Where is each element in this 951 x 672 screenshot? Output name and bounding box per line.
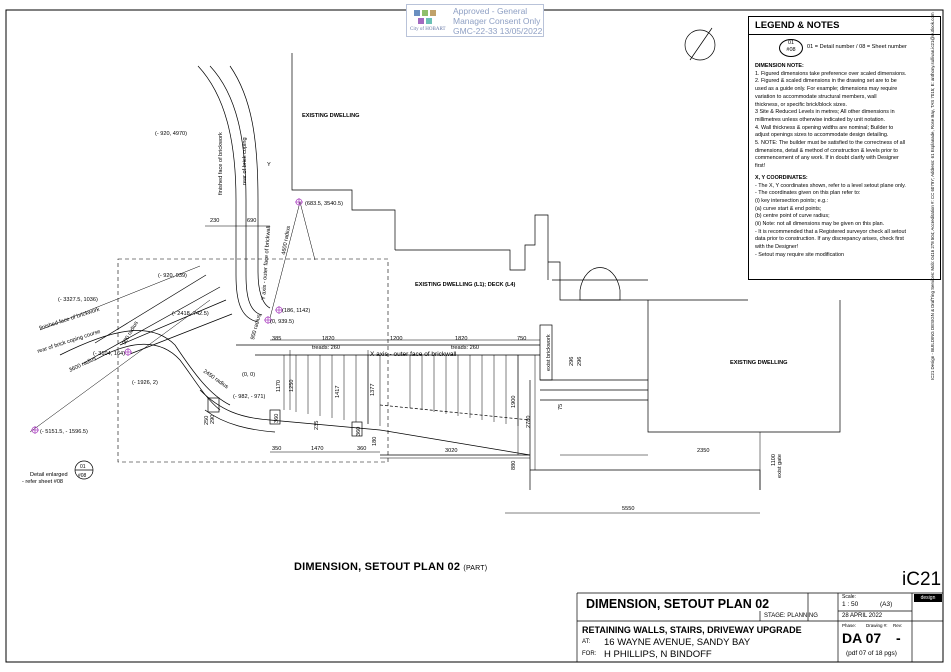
dimension: 180 (372, 436, 378, 446)
dimension: 690 (247, 218, 257, 224)
rear-coping-diag: rear of brick coping course (36, 328, 102, 355)
detail-callout-top: 01 (80, 464, 86, 470)
dimension: 880 (511, 460, 517, 470)
radius-label: 2450 radius (201, 368, 230, 391)
coord-label: (0, 0) (242, 372, 256, 378)
rear-coping-label: rear of brick coping (242, 137, 248, 185)
detail-key-circle: 01 #08 (779, 39, 803, 57)
detail-enlarged-label: - refer sheet #08 (22, 479, 64, 485)
detail-key-desc: 01 = Detail number / 08 = Sheet number (807, 44, 907, 50)
designer-logo: iC21 (902, 569, 942, 590)
existing-dwelling-outline (548, 262, 748, 300)
dimension: 1100 (771, 453, 777, 466)
dimension: 360 (357, 446, 367, 452)
coord-label: (186, 1142) (282, 308, 311, 314)
coord-label: (0, 939.5) (270, 319, 294, 325)
radius-label: 4600 radius (281, 225, 293, 256)
coord-label: (- 920, 4970) (155, 131, 188, 137)
y-axis-label: Y axis - outer face of brickwall (261, 225, 273, 301)
existing-dwelling-outline (580, 268, 620, 301)
dimension: 2350 (697, 448, 710, 454)
dimension: 1820 (322, 336, 335, 342)
radius-label: 900 radius (250, 313, 263, 341)
dimension: 1170 (276, 379, 282, 392)
dimension: 350 (272, 446, 282, 452)
titleblock-title: DIMENSION, SETOUT PLAN 02 (586, 597, 770, 611)
y-axis-letter: Y (267, 162, 271, 168)
dimension: 230 (210, 218, 220, 224)
phase-label: Phase: (842, 623, 857, 628)
scale-paper: (A3) (880, 601, 893, 608)
existing-dwelling-outline (395, 215, 548, 280)
dimension: 235 (314, 420, 320, 430)
radius-label: 900 radius (121, 320, 140, 346)
x-axis-label: X axis - outer face of brickwall (370, 351, 457, 358)
legend-notes: DIMENSION NOTE: 1. Figured dimensions take preference over scaled dimensions. 2. Figured & scaled dimensions in the drawing set are to be used as a guide only. For example; dimensions may require variation to accommodate structural members, wall thickness, or specific brick/block sizes. 3 Site & Reduced Levels in metres; All other dimensions in millimetres unless otherwise indicated by unit notation. 4. Wall thickness & opening widths are nominal; Builder to adjust openings sizes to accommodate design detailing. 5. NOTE: The builder must be satisfied to the correctness of all dimensions, detail & method of construction & levels prior to commencement of any work. If in doubt clarify with Designer first! X, Y COORDINATES: - The X, Y coordinates shown, refer to a level setout plane only. - The coordinates given on this plan refer to: (i) key intersection points; e.g.: (a) curve start & end points; (b) centre point of curve radius; (ii) Note: not all dimensions may be given on this plan. - It is recommended that a Registered surveyor check all setout data prior to construction. If any discrepancy arises, check first with the Designer! - Setout may require site modification (755, 63, 907, 258)
dimension: 360 (274, 413, 280, 423)
dimension: 385 (272, 336, 282, 342)
for-label: FOR: (582, 651, 597, 657)
dimension: 360 (356, 426, 362, 436)
dimension: 1377 (370, 383, 376, 396)
date-label: 28 APRIL 2022 (842, 613, 883, 619)
dimension: 2780 (526, 415, 532, 428)
dimension: 75 (558, 403, 564, 410)
scale-value: 1 : 50 (842, 601, 859, 608)
existing-dwelling-mid: EXISTING DWELLING (L1); DECK (L4) (415, 282, 516, 288)
treads-label: treads: 260 (451, 345, 479, 351)
legend-panel (748, 16, 941, 280)
dimension: 750 (517, 336, 527, 342)
detail-callout-bottom: #08 (78, 473, 87, 479)
coord-label: (- 3327.5, 1036) (58, 297, 98, 303)
existing-dwelling-outline (292, 53, 395, 250)
coord-label: (683.5, 3540.5) (305, 201, 343, 207)
dimension: 250 (204, 415, 210, 425)
city-logo-icon (413, 9, 437, 25)
project-name: RETAINING WALLS, STAIRS, DRIVEWAY UPGRADE (582, 625, 802, 635)
exist-gate-label: exist gate (777, 454, 783, 478)
rev-label: Rev: (893, 623, 903, 628)
revision: - (896, 630, 901, 646)
drawing-title-suffix: (PART) (463, 565, 488, 572)
dimension: 290 (210, 414, 216, 424)
dimension: 296 (577, 356, 583, 366)
coord-label: (- 5151.5, - 1596.5) (40, 429, 88, 435)
detail-enlarged-label: Detail enlarged (30, 472, 68, 478)
city-logo-text: City of HOBART (410, 27, 446, 32)
coord-label: (- 3104, 164) (93, 351, 126, 357)
scale-label: Scale: (842, 594, 856, 600)
radius-label: 3600 radius (68, 356, 98, 374)
legend-key (749, 35, 940, 57)
pdf-pages: (pdf 07 of 18 pgs) (846, 650, 897, 657)
coord-label: (- 1926, 2) (132, 380, 158, 386)
curved-wall (198, 66, 258, 322)
coord-label: (- 982, - 971) (233, 394, 266, 400)
dimension: 5550 (622, 506, 635, 512)
dimension: 1417 (335, 385, 341, 398)
dimension: 1900 (511, 395, 517, 408)
finished-face-diag: finished face of brickwork (38, 306, 101, 332)
legend-title: LEGEND & NOTES (749, 17, 940, 35)
exist-brickwork-label: exist brickwork (546, 334, 552, 371)
coord-label: (- 2418, 742.5) (172, 311, 209, 317)
designer-logo-sub: design (914, 594, 942, 602)
treads-label: treads: 260 (312, 345, 340, 351)
finished-face-label: finished face of brickwork (218, 132, 224, 195)
stamp-text: Approved - General Manager Consent Only GMC-22-33 13/05/2022 (453, 6, 543, 36)
existing-dwelling-top: EXISTING DWELLING (302, 113, 360, 119)
dimension: 1820 (455, 336, 468, 342)
existing-dwelling-outline (648, 300, 840, 432)
dimension: 296 (569, 356, 575, 366)
detail-boundary (118, 259, 388, 462)
coord-label: (- 920, 939) (158, 273, 187, 279)
stage-label: STAGE: PLANNING (764, 613, 818, 619)
drawing-number-label: Drawing #: (866, 623, 888, 628)
drawing-number: DA 07 (842, 630, 882, 646)
designer-side-text: IC21 Design - BUILDING DESIGN & DrafTing Services: Mob: 0416 278 504; Accreditation #: CC 6079Y; Address: 61 Esplanade, Rose Bay, TAS 7015; E: anthony.sullivan.ic21@outlook.com (930, 12, 935, 380)
approval-stamp (406, 4, 544, 37)
client-name: H PHILLIPS, N BINDOFF (604, 649, 712, 660)
dimension: 1250 (289, 379, 295, 392)
drawing-title: DIMENSION, SETOUT PLAN 02 (PART) (294, 561, 488, 573)
dimension: 1470 (311, 446, 324, 452)
dimension: 1200 (390, 336, 403, 342)
at-label: AT: (582, 639, 591, 645)
dimension: 3020 (445, 448, 458, 454)
site-address: 16 WAYNE AVENUE, SANDY BAY (604, 637, 751, 648)
existing-dwelling-right: EXISTING DWELLING (730, 360, 788, 366)
